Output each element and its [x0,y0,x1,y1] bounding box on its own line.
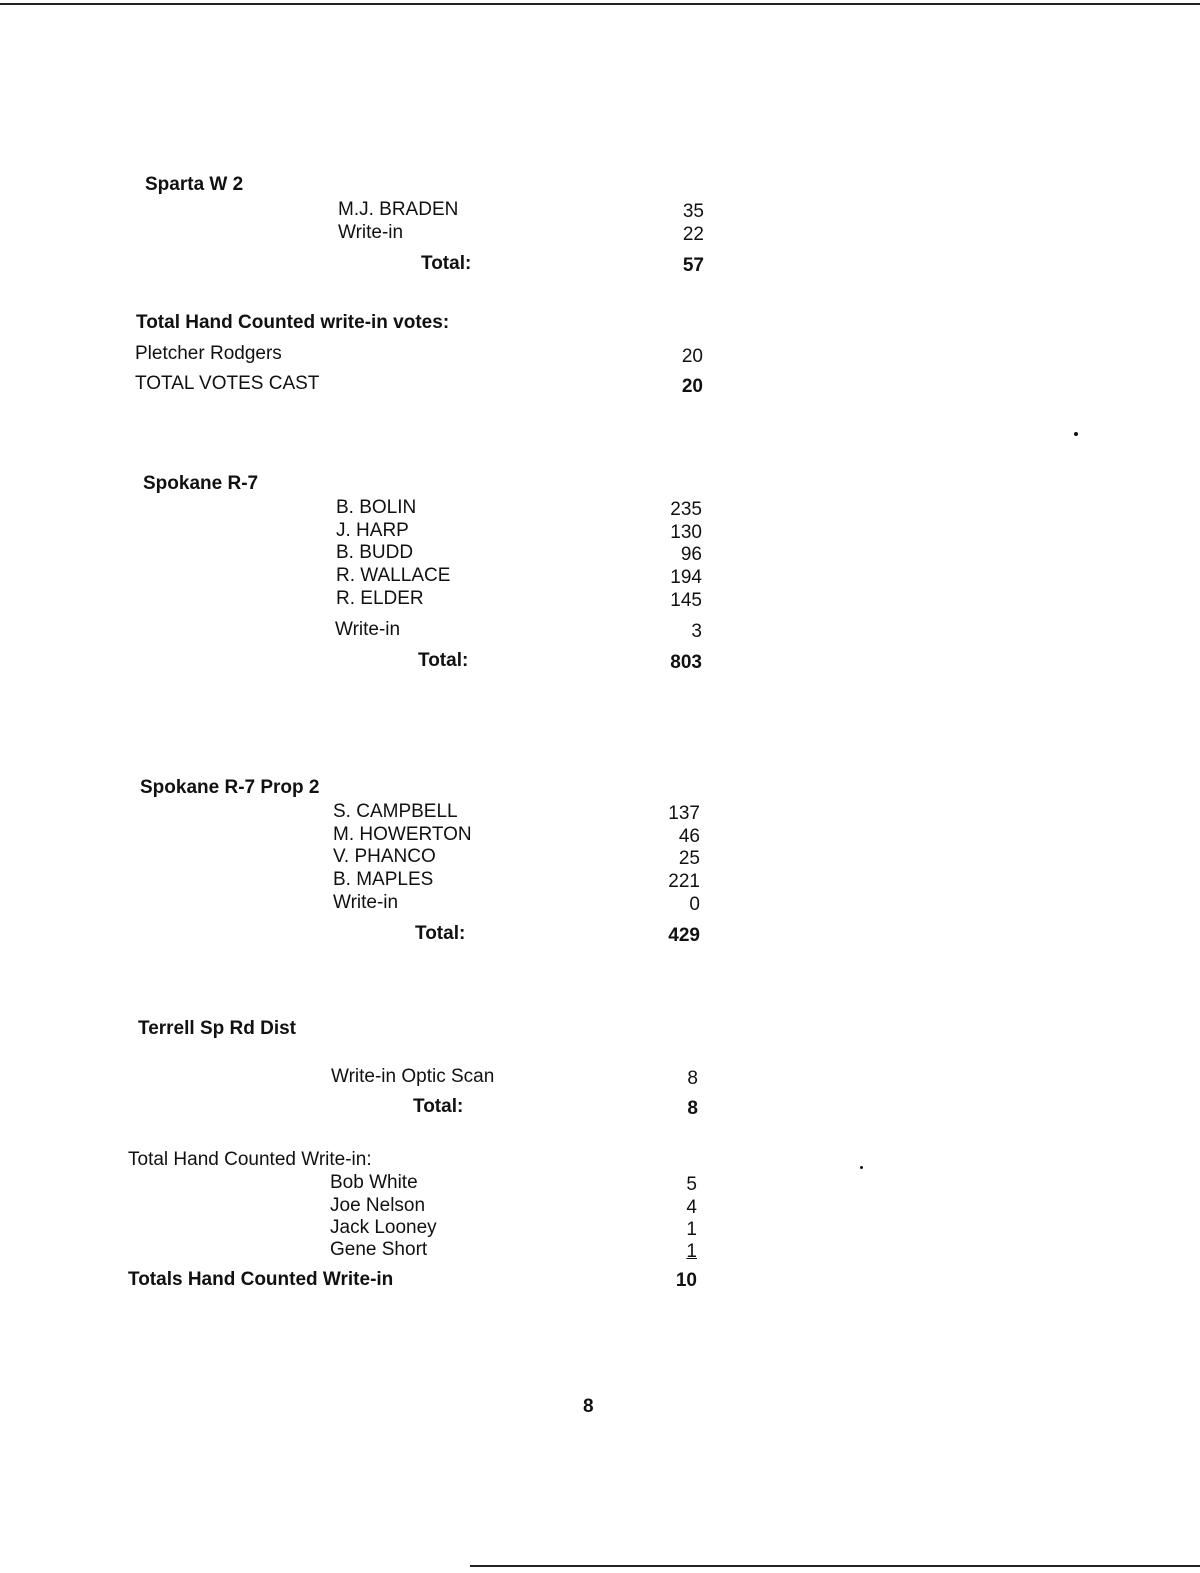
candidate-name: R. WALLACE [336,565,451,586]
candidate-name: Write-in [338,222,404,243]
candidate-name: Write-in Optic Scan [331,1066,495,1087]
candidate-votes: 3 [691,621,702,642]
total-label: Total: [418,650,469,671]
candidate-name: Pletcher Rodgers [135,343,282,364]
candidate-name: Bob White [330,1172,418,1193]
candidate-votes: 22 [682,224,704,245]
section-title-sparta-hand: Total Hand Counted write-in votes: [136,312,450,333]
scan-speck [1074,432,1078,436]
total-label: Total: [421,253,472,274]
section-title-terrell-hand: Total Hand Counted Write-in: [128,1149,372,1170]
candidate-name: Write-in [333,892,399,913]
candidate-votes: 0 [689,894,700,915]
candidate-votes: 1 [686,1241,697,1262]
section-title-spokane: Spokane R-7 [143,473,259,494]
candidate-votes: 20 [681,346,703,367]
candidate-votes: 5 [686,1174,697,1195]
totals-hand-counted-value: 10 [675,1270,697,1291]
candidate-name: Write-in [335,619,401,640]
candidate-votes: 96 [680,544,702,565]
candidate-name: M. HOWERTON [333,824,472,845]
total-value: 57 [682,255,704,276]
total-value: 8 [687,1098,698,1119]
candidate-votes: 137 [668,803,700,824]
section-title-terrell: Terrell Sp Rd Dist [138,1018,297,1039]
bottom-scan-edge [470,1565,1200,1567]
section-title-sparta: Sparta W 2 [145,174,244,195]
candidate-name: J. HARP [336,520,409,541]
page-number: 8 [583,1396,594,1417]
candidate-votes: 235 [670,499,702,520]
candidate-votes: 46 [678,826,700,847]
candidate-votes: 145 [670,590,702,611]
total-votes-cast-label: TOTAL VOTES CAST [135,373,320,394]
candidate-name: Gene Short [330,1239,428,1260]
candidate-votes: 25 [678,848,700,869]
total-label: Total: [415,923,466,944]
candidate-name: B. BUDD [336,542,414,563]
candidate-name: V. PHANCO [333,846,436,867]
candidate-name: Jack Looney [330,1217,437,1238]
candidate-votes: 4 [686,1197,697,1218]
candidate-votes: 130 [670,522,702,543]
totals-hand-counted-label: Totals Hand Counted Write-in [128,1269,394,1290]
candidate-name: M.J. BRADEN [338,199,459,220]
total-label: Total: [413,1096,464,1117]
candidate-name: R. ELDER [336,588,424,609]
candidate-name: Joe Nelson [330,1195,426,1216]
scan-speck [860,1166,863,1169]
section-title-spokane-prop2: Spokane R-7 Prop 2 [140,777,320,798]
candidate-votes: 35 [682,201,704,222]
candidate-votes: 221 [668,871,700,892]
candidate-votes: 1 [686,1219,697,1240]
candidate-name: B. MAPLES [333,869,434,890]
candidate-votes: 194 [670,567,702,588]
candidate-votes: 8 [687,1068,698,1089]
top-scan-edge [0,3,1200,5]
total-value: 429 [668,925,700,946]
total-value: 803 [670,652,702,673]
candidate-name: S. CAMPBELL [333,801,458,822]
candidate-name: B. BOLIN [336,497,417,518]
total-votes-cast-value: 20 [681,376,703,397]
